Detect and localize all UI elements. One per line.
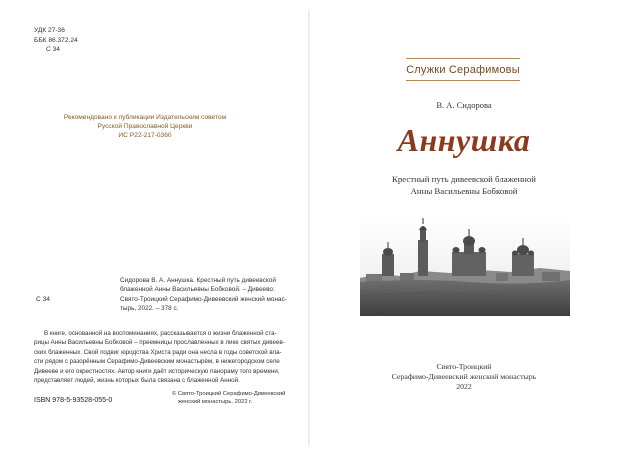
annotation: [34, 329, 300, 385]
annotation-line: представляет людей, жизнь которых была связана с блаженной Анной.: [34, 377, 240, 385]
copyright-notice: [172, 390, 285, 406]
series-banner: [406, 58, 520, 81]
recommendation-line: Рекомендовано к публикации Издательским советом: [63, 114, 227, 121]
book-author: В. А. Сидорова: [436, 100, 492, 110]
book-subtitle: [316, 173, 612, 197]
bibliographic-record: [120, 276, 300, 314]
udc-code: УДК 27-36: [34, 27, 65, 34]
author-mark: С 34: [36, 296, 50, 303]
annotation-line: Дивееве и его окрестностях. Автор книги даёт историческую панораму того времени,: [34, 367, 280, 375]
subtitle-line: Анны Васильевны Бобковой: [410, 186, 518, 196]
recommendation-line: ИС Р22-217-0360: [118, 132, 172, 140]
isbn: ISBN 978-5-93528-055-0: [34, 397, 113, 404]
recommendation-line: Русской Православной Церкви: [97, 123, 193, 131]
annotation-line: ских блаженных. Свой подвиг юродства Христа ради она несла в годы советской вла-: [34, 348, 282, 356]
bib-line: блаженной Анны Васильевны Бобковой. – Дивеево:: [120, 286, 275, 294]
subtitle-line: Крестный путь дивеевской блаженной: [392, 174, 536, 184]
bbk-code: ББК 86.372.24: [34, 36, 78, 44]
series-title: Служки Серафимовы: [406, 63, 520, 76]
publisher-line: Серафимо-Дивеевский женский монастырь: [391, 372, 537, 381]
monastery-photo-icon: [360, 216, 570, 316]
annotation-line: В книге, основанной на воспоминаниях, рассказывается о жизни блаженной ста-: [44, 330, 277, 337]
copyright-line: © Свято-Троицкий Серафимо-Дивеевский: [172, 391, 286, 397]
page-gutter: [308, 10, 310, 446]
annotation-line: сти рядом с разорённым Серафимо-Дивеевским монастырём, в нижегородском селе: [34, 358, 280, 366]
bib-line: Свято-Троицкий Серафимо-Дивеевский женский монас-: [120, 295, 287, 303]
copyright-line: женский монастырь, 2022 г.: [178, 399, 253, 405]
publisher-line: Свято-Троицкий: [436, 362, 492, 371]
book-title: Аннушка: [397, 122, 531, 158]
publisher-imprint: [316, 362, 612, 392]
bib-line: Сидорова В. А. Аннушка. Крестный путь дивеевской: [120, 277, 276, 284]
publication-year: 2022: [456, 382, 472, 391]
publication-recommendation: [40, 113, 250, 141]
annotation-line: рицы Анны Васильевны Бобковой – преемницы прославленных в лике святых дивеев-: [34, 339, 285, 347]
bib-line: тырь, 2022. – 378 с.: [120, 305, 179, 313]
author-code: С 34: [46, 46, 60, 54]
classification-codes: [34, 26, 78, 55]
